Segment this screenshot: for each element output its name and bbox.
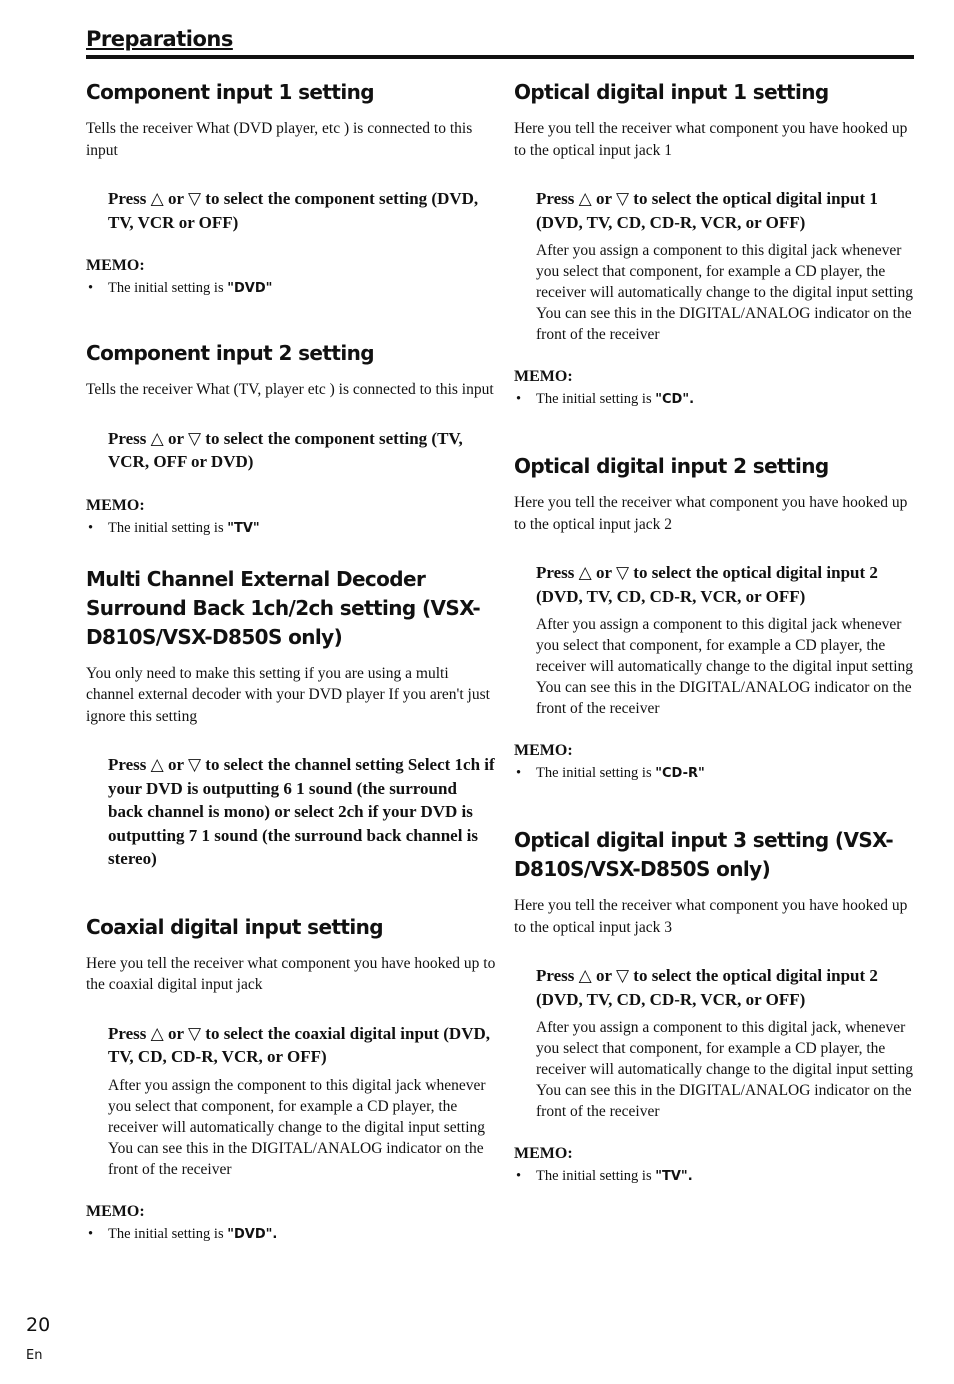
memo-value: "CD-R": [655, 766, 705, 781]
section-intro: Here you tell the receiver what component you have hooked up to the optical input jack 2: [514, 494, 908, 533]
memo-text: The initial setting is: [108, 1225, 228, 1242]
step-instruction: Press △ or ▽ to select the component setting (TV, VCR, OFF or DVD): [108, 428, 463, 471]
memo-value: "CD".: [655, 392, 695, 407]
memo-item: [86, 518, 496, 539]
section-heading: Multi Channel External Decoder Surround Back 1ch/2ch setting (VSX-D810S/VSX-D850S only): [86, 566, 481, 649]
memo-item: [514, 763, 914, 784]
memo-text: The initial setting is: [108, 519, 228, 536]
section-intro: Here you tell the receiver what component you have hooked up to the optical input jack 1: [514, 120, 908, 159]
page-header: [86, 26, 914, 52]
step-instruction: Press △ or ▽ to select the coaxial digital input (DVD, TV, CD, CD-R, VCR, or OFF): [108, 1023, 491, 1066]
page-language: En: [26, 1348, 43, 1363]
bullet-icon: •: [516, 1168, 522, 1184]
memo-text: The initial setting is: [536, 391, 656, 407]
bullet-icon: •: [88, 280, 94, 296]
section-multi-channel-decoder: [86, 565, 496, 871]
page-number: 20: [26, 1314, 51, 1336]
memo-label: MEMO:: [514, 1145, 573, 1162]
section-intro: Tells the receiver What (TV, player etc ) is connected to this input: [86, 381, 494, 398]
memo-value: "DVD".: [227, 1226, 278, 1242]
section-heading: Component input 2 setting: [86, 341, 374, 365]
section-component-input-2: [86, 339, 496, 539]
bullet-icon: •: [88, 1225, 94, 1242]
step-instruction: Press △ or ▽ to select the optical digital input 2 (DVD, TV, CD, CD-R, VCR, or OFF): [536, 966, 878, 1009]
section-intro: Here you tell the receiver what component you have hooked up to the optical input jack 3: [514, 897, 908, 936]
memo-item: [86, 1224, 496, 1245]
memo-item: [86, 278, 496, 299]
memo-item: [514, 1166, 914, 1187]
section-optical-input-3: [514, 826, 914, 1187]
memo-label: MEMO:: [514, 368, 573, 385]
bullet-icon: •: [88, 519, 94, 536]
section-heading: Optical digital input 2 setting: [514, 454, 829, 478]
section-intro: You only need to make this setting if you are using a multi channel external decoder with your DVD player If you aren't just ignore this setting: [86, 664, 490, 725]
section-heading: Optical digital input 3 setting (VSX-D810S/VSX-D850S only): [514, 828, 894, 881]
memo-value: "TV".: [655, 1169, 693, 1184]
section-heading: Coaxial digital input setting: [86, 914, 383, 939]
page-header-title: Preparations: [86, 27, 233, 51]
memo-text: The initial setting is: [108, 280, 228, 296]
memo-label: MEMO:: [86, 1202, 145, 1220]
section-intro: Tells the receiver What (DVD player, etc ) is connected to this input: [86, 120, 473, 159]
right-column: [514, 78, 914, 1187]
step-detail: After you assign a component to this digital jack, whenever you select that component, for example a CD player, the receiver will automatically change to the digital input setting You can see this in the DIGITAL/ANALOG indicator on the front of the receiver: [536, 1019, 914, 1120]
memo-label: MEMO:: [514, 742, 573, 759]
bullet-icon: •: [516, 765, 522, 781]
section-component-input-1: [86, 78, 496, 299]
left-column: [86, 78, 496, 1245]
step-instruction: Press △ or ▽ to select the channel setting Select 1ch if your DVD is outputting 6 1 sound (the surround back channel is mono) or select 2ch if your DVD is outputting 7 1 sound (the surround back channel is stereo): [108, 755, 495, 868]
bullet-icon: •: [516, 391, 522, 407]
step-detail: After you assign a component to this digital jack whenever you select that component, for example a CD player, the receiver will automatically change to the digital input setting You can see this in the DIGITAL/ANALOG indicator on the front of the receiver: [536, 242, 914, 343]
section-optical-input-1: [514, 78, 914, 410]
memo-value: "DVD": [227, 281, 273, 296]
memo-label: MEMO:: [86, 257, 145, 274]
header-rule: [86, 55, 914, 59]
memo-text: The initial setting is: [536, 765, 656, 781]
section-heading: Component input 1 setting: [86, 80, 374, 104]
memo-label: MEMO:: [86, 496, 145, 514]
step-detail: After you assign a component to this digital jack whenever you select that component, for example a CD player, the receiver will automatically change to the digital input setting You can see this in the DIGITAL/ANALOG indicator on the front of the receiver: [536, 616, 914, 717]
memo-text: The initial setting is: [536, 1168, 656, 1184]
step-detail: After you assign the component to this digital jack whenever you select that component, for example a CD player, the receiver will automatically change to the digital input setting You can see this in the DIGITAL/ANALOG indicator on the front of the receiver: [108, 1076, 486, 1178]
section-coaxial-digital-input: [86, 913, 496, 1245]
section-intro: Here you tell the receiver what component you have hooked up to the coaxial digital input jack: [86, 954, 496, 993]
memo-value: "TV": [227, 520, 260, 536]
memo-item: [514, 389, 914, 410]
step-instruction: Press △ or ▽ to select the optical digital input 1 (DVD, TV, CD, CD-R, VCR, or OFF): [536, 189, 878, 232]
step-instruction: Press △ or ▽ to select the optical digital input 2 (DVD, TV, CD, CD-R, VCR, or OFF): [536, 563, 878, 606]
section-optical-input-2: [514, 452, 914, 784]
section-heading: Optical digital input 1 setting: [514, 80, 829, 104]
step-instruction: Press △ or ▽ to select the component setting (DVD, TV, VCR or OFF): [108, 189, 479, 232]
